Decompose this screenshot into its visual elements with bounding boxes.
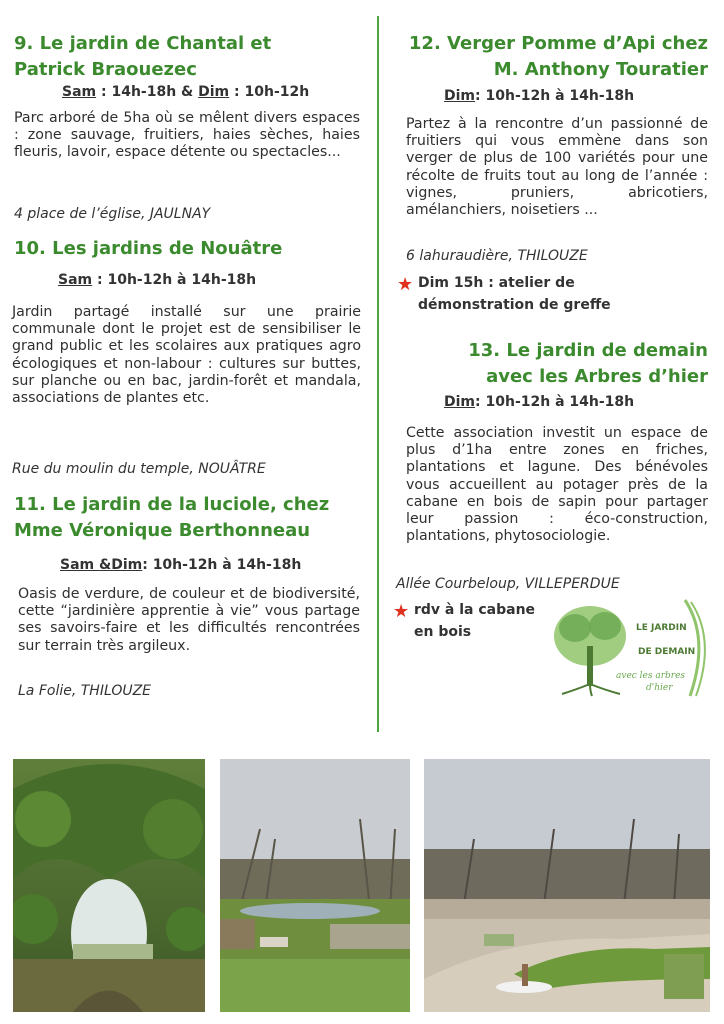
star-icon: ★ [393,601,410,622]
entry-11-title: 11. Le jardin de la luciole, chez Mme Véronique Berthonneau [14,494,330,541]
entry-9-title: 9. Le jardin de Chantal et Patrick Braouezec [14,33,272,80]
entry-12-description: Partez à la rencontre d’un passionné de fruitiers qui vous emmène dans son verger de plus de 100 variétés pour une récolte de fruits tout au long de l’année : vignes, pruniers, abricotiers, amélanchiers, noisetiers ... [406,116,708,219]
entry-12-title: 12. Verger Pomme d’Api chez M. Anthony Touratier [408,33,708,80]
entry-12-note: Dim 15h : atelier de démonstration de greffe [418,275,611,313]
entry-13-description: Cette association investit un espace de plus d’1ha entre zones en friches, plantations et lagune. Des bénévoles vous accueillent au potager près de la cabane en bois de sapin pour partager leur passion : éco-construction, plantations, phytosociologie. [406,425,708,545]
courtyard-garden-photo [424,759,710,1012]
entry-9-schedule: Sam : 14h-18h & Dim : 10h-12h [62,84,310,100]
pond-garden-photo [220,759,410,1012]
entry-11-schedule: Sam &Dim: 10h-12h à 14h-18h [60,557,302,573]
column-divider [377,16,379,732]
entry-10-title: 10. Les jardins de Nouâtre [14,238,283,259]
tree-logo-icon [550,598,712,698]
entry-13-note: rdv à la cabane en bois [414,602,536,640]
entry-13-schedule: Dim: 10h-12h à 14h-18h [444,394,635,410]
logo-line-1: LE JARDIN [636,623,687,633]
jardin-de-demain-logo [550,598,712,698]
logo-line-2: DE DEMAIN [638,647,696,657]
entry-11-address: La Folie, THILOUZE [18,683,152,699]
entry-11-description: Oasis de verdure, de couleur et de biodiversité, cette “jardinière apprentie à vie” vous partage ses savoirs-faire et les difficultés rencontrées sur terrain très argileux. [18,586,360,654]
star-icon: ★ [397,274,414,295]
entry-12-address: 6 lahuraudière, THILOUZE [406,248,588,264]
logo-line-3: avec les arbres [616,671,686,681]
entry-13-title: 13. Le jardin de demain avec les Arbres d’hier [468,340,708,387]
entry-13-address: Allée Courbeloup, VILLEPERDUE [396,576,620,592]
garden-arch-photo [13,759,205,1012]
entry-10-description: Jardin partagé installé sur une prairie communale dont le projet est de sensibiliser le grand public et les scolaires aux pratiques agro écologiques et non-labour : cultures sur buttes, sur planche ou en bac, jardin-forêt et mandala, associations de plantes etc. [12,304,361,407]
logo-line-4: d'hier [646,683,673,693]
entry-9-address: 4 place de l’église, JAULNAY [14,206,211,222]
entry-10-schedule: Sam : 10h-12h à 14h-18h [58,272,257,288]
entry-9-description: Parc arboré de 5ha où se mêlent divers espaces : zone sauvage, fruitiers, haies sèches, haies fleuris, lavoir, espace détente ou spectacles... [14,110,360,161]
entry-10-address: Rue du moulin du temple, NOUÂTRE [12,461,266,477]
entry-12-schedule: Dim: 10h-12h à 14h-18h [444,88,635,104]
